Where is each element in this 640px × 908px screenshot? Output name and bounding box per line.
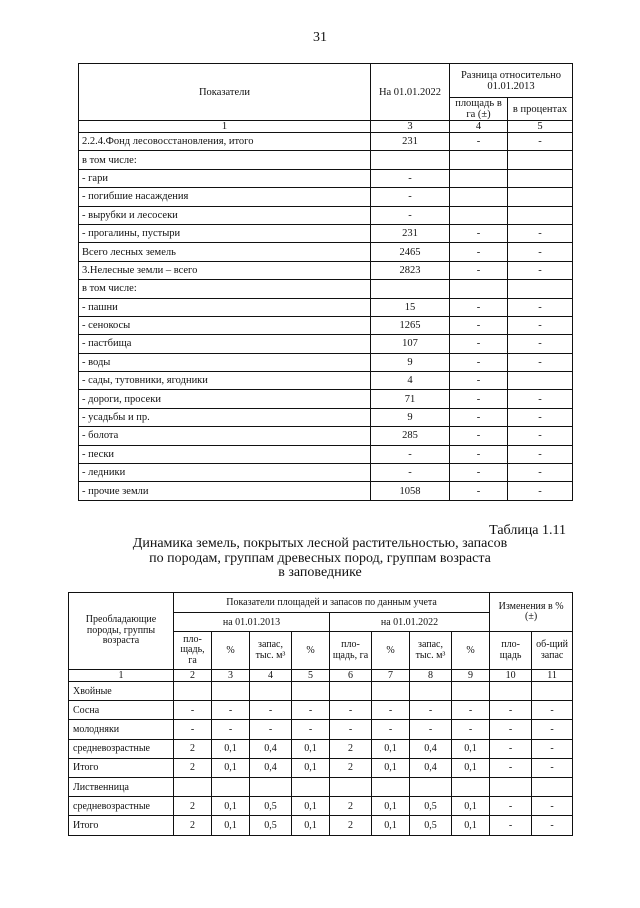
t2-cell-value [212, 682, 250, 701]
t2-h-pct: % [372, 632, 410, 670]
t2-cell-value: - [410, 720, 452, 739]
t1-cell-value: 1058 [371, 482, 450, 500]
t1-cell-value [508, 151, 573, 169]
t2-cell-value: 2 [174, 816, 212, 835]
t2-cell-value [410, 682, 452, 701]
t2-cell-value: 0,1 [212, 739, 250, 758]
t1-cell-value: - [450, 408, 508, 426]
t2-cell-value: 2 [330, 739, 372, 758]
t2-cell-value: 2 [174, 758, 212, 777]
t1-cell-label: в том числе: [79, 280, 371, 298]
t2-cell-value: - [250, 720, 292, 739]
t2-row [69, 797, 573, 816]
t2-header-indicators: Показатели площадей и запасов по данным учета [174, 593, 490, 613]
t2-cell-value: 0,1 [372, 739, 410, 758]
t2-cell-label: средневозрастные [69, 739, 174, 758]
t1-cell-value: - [508, 427, 573, 445]
table-caption [0, 537, 640, 581]
t1-cell-value: - [371, 188, 450, 206]
t2-cell-value: 0,1 [452, 758, 490, 777]
t1-cell-value [450, 151, 508, 169]
t2-colnum: 6 [330, 670, 372, 682]
t1-cell-value: - [371, 445, 450, 463]
t2-cell-value: - [292, 701, 330, 720]
t2-colnum: 10 [490, 670, 532, 682]
t1-cell-value: - [508, 464, 573, 482]
t2-cell-value: - [490, 701, 532, 720]
t1-cell-value: - [371, 464, 450, 482]
t2-header-changes: Изменения в % (±) [490, 593, 573, 632]
t1-row [79, 390, 573, 408]
t2-cell-label: Лиственница [69, 777, 174, 796]
t1-cell-value: - [371, 169, 450, 187]
t2-cell-value [250, 777, 292, 796]
t2-cell-value: 0,1 [292, 816, 330, 835]
t2-cell-value [250, 682, 292, 701]
t2-cell-value [490, 777, 532, 796]
t1-cell-value [371, 280, 450, 298]
t2-cell-value [330, 682, 372, 701]
t1-cell-value: 231 [371, 133, 450, 151]
t1-cell-label: - болота [79, 427, 371, 445]
t1-cell-label: - гари [79, 169, 371, 187]
t1-header-indicator: Показатели [79, 64, 371, 121]
t2-cell-value: 0,4 [250, 739, 292, 758]
t1-row [79, 188, 573, 206]
t2-cell-value: 2 [330, 797, 372, 816]
t2-cell-value: - [372, 720, 410, 739]
t2-cell-value: - [174, 720, 212, 739]
t2-h-pct: % [292, 632, 330, 670]
t1-cell-value [450, 169, 508, 187]
t2-header-species: Преобладающие породы, группы возраста [69, 593, 174, 670]
t2-row [69, 777, 573, 796]
t2-cell-value: 0,5 [250, 816, 292, 835]
t2-cell-label: Итого [69, 758, 174, 777]
t2-cell-value [490, 682, 532, 701]
t2-cell-value: - [372, 701, 410, 720]
t2-row [69, 720, 573, 739]
t1-cell-label: - пески [79, 445, 371, 463]
t2-cell-value: 0,1 [212, 816, 250, 835]
t2-row [69, 758, 573, 777]
t2-cell-value [174, 777, 212, 796]
t1-cell-value: 2465 [371, 243, 450, 261]
t1-cell-value: - [450, 335, 508, 353]
t1-cell-value [508, 372, 573, 390]
t1-cell-value: 285 [371, 427, 450, 445]
t1-cell-value [450, 206, 508, 224]
t1-cell-label: - дороги, просеки [79, 390, 371, 408]
t1-colnum-row [79, 121, 573, 133]
t1-colnum: 4 [450, 121, 508, 133]
t1-cell-value: - [508, 261, 573, 279]
t2-colnum: 11 [532, 670, 573, 682]
t1-cell-value: - [508, 353, 573, 371]
t1-row [79, 261, 573, 279]
t1-cell-value: - [508, 133, 573, 151]
t2-cell-value: - [212, 720, 250, 739]
t1-cell-label: - сенокосы [79, 316, 371, 334]
t2-cell-value: - [490, 758, 532, 777]
t1-row [79, 445, 573, 463]
t2-cell-value: 0,1 [452, 739, 490, 758]
t1-cell-value: 107 [371, 335, 450, 353]
t2-cell-label: средневозрастные [69, 797, 174, 816]
t2-h-area: пло-щадь, га [174, 632, 212, 670]
t1-row [79, 133, 573, 151]
t1-cell-value: 1265 [371, 316, 450, 334]
t2-cell-value [212, 777, 250, 796]
t1-cell-value: - [450, 482, 508, 500]
t2-cell-value: 0,1 [292, 797, 330, 816]
t1-cell-value: - [450, 372, 508, 390]
t1-cell-value: - [450, 133, 508, 151]
t2-cell-value: - [490, 816, 532, 835]
t2-cell-value: - [452, 720, 490, 739]
t2-cell-value: 0,4 [410, 739, 452, 758]
t2-cell-value [372, 777, 410, 796]
t1-header-diff: Разница относительно 01.01.2013 [450, 64, 573, 98]
t1-row [79, 427, 573, 445]
t2-cell-value [292, 777, 330, 796]
t1-header-percent: в процентах [508, 98, 573, 121]
t2-cell-value: - [532, 720, 573, 739]
t1-cell-label: - ледники [79, 464, 371, 482]
t1-cell-value [508, 280, 573, 298]
t2-cell-value [292, 682, 330, 701]
t2-cell-value [452, 777, 490, 796]
t2-h-stock: запас, тыс. м³ [250, 632, 292, 670]
t1-cell-value [508, 188, 573, 206]
t2-cell-label: Сосна [69, 701, 174, 720]
t2-colnum: 1 [69, 670, 174, 682]
t2-h-total-stock: об-щий запас [532, 632, 573, 670]
t2-cell-value: - [330, 701, 372, 720]
t1-cell-label: - воды [79, 353, 371, 371]
t1-cell-value: - [450, 316, 508, 334]
t2-row [69, 701, 573, 720]
t1-cell-value: - [508, 390, 573, 408]
t2-h-area: пло-щадь, га [330, 632, 372, 670]
t1-cell-value: 71 [371, 390, 450, 408]
t1-cell-value: - [450, 353, 508, 371]
t2-cell-value: 0,1 [372, 797, 410, 816]
t1-cell-value: - [508, 224, 573, 242]
t2-cell-value: - [490, 720, 532, 739]
t1-cell-label: - пастбища [79, 335, 371, 353]
t2-cell-value: 2 [174, 797, 212, 816]
t1-cell-value: - [450, 445, 508, 463]
t1-cell-value: 9 [371, 408, 450, 426]
t1-cell-value [508, 206, 573, 224]
t2-cell-value [330, 777, 372, 796]
t1-cell-value: - [450, 298, 508, 316]
caption-line: Динамика земель, покрытых лесной растительностью, запасов [132, 536, 508, 551]
t1-cell-value: - [508, 482, 573, 500]
t1-cell-label: - прочие земли [79, 482, 371, 500]
t2-cell-value: 2 [330, 816, 372, 835]
t1-row [79, 243, 573, 261]
t1-cell-label: в том числе: [79, 151, 371, 169]
t2-cell-value: 0,1 [292, 739, 330, 758]
t1-row [79, 316, 573, 334]
t2-cell-value: - [490, 797, 532, 816]
t2-cell-value: 0,4 [410, 758, 452, 777]
t2-cell-value: 0,5 [410, 797, 452, 816]
t1-body [79, 133, 573, 501]
t2-colnum: 8 [410, 670, 452, 682]
caption-line: по породам, группам древесных пород, группам возраста [149, 550, 491, 566]
t2-cell-value: 0,1 [372, 816, 410, 835]
t1-colnum: 1 [79, 121, 371, 133]
t1-cell-value [450, 188, 508, 206]
t1-colnum: 3 [371, 121, 450, 133]
t2-colnum: 3 [212, 670, 250, 682]
t2-row [69, 816, 573, 835]
t2-cell-value: - [532, 816, 573, 835]
t2-h-pct: % [452, 632, 490, 670]
t2-cell-value: - [250, 701, 292, 720]
t1-row [79, 464, 573, 482]
t1-cell-label: - пашни [79, 298, 371, 316]
t1-cell-value: 231 [371, 224, 450, 242]
t1-cell-label: - погибшие насаждения [79, 188, 371, 206]
t1-cell-value [508, 169, 573, 187]
t1-cell-value: - [508, 445, 573, 463]
t1-cell-value: - [508, 316, 573, 334]
t2-cell-value: 2 [330, 758, 372, 777]
t2-header-date1: на 01.01.2013 [174, 613, 330, 632]
t2-row [69, 682, 573, 701]
t2-cell-value: - [330, 720, 372, 739]
t1-row [79, 224, 573, 242]
t1-cell-label: - прогалины, пустыри [79, 224, 371, 242]
t1-cell-value [450, 280, 508, 298]
t2-cell-label: Хвойные [69, 682, 174, 701]
t1-cell-value: - [450, 427, 508, 445]
t1-cell-label: - вырубки и лесосеки [79, 206, 371, 224]
t2-header-date2: на 01.01.2022 [330, 613, 490, 632]
t2-cell-value: - [532, 797, 573, 816]
t2-cell-value [532, 682, 573, 701]
t2-cell-value: - [532, 701, 573, 720]
caption-line: в заповеднике [278, 565, 362, 580]
t1-cell-value: - [450, 390, 508, 408]
t1-cell-value: - [450, 224, 508, 242]
t2-colnum: 2 [174, 670, 212, 682]
t1-cell-value: - [450, 464, 508, 482]
t1-cell-value: - [450, 261, 508, 279]
page-number: 31 [313, 30, 327, 45]
t2-h-area-short: пло-щадь [490, 632, 532, 670]
t1-row [79, 280, 573, 298]
t2-cell-value: - [292, 720, 330, 739]
t1-cell-value: - [508, 408, 573, 426]
t2-cell-value: - [532, 739, 573, 758]
t2-cell-value: 0,4 [250, 758, 292, 777]
t2-cell-value: 0,1 [372, 758, 410, 777]
t2-cell-value: 0,1 [212, 797, 250, 816]
t2-cell-value: - [212, 701, 250, 720]
forest-dynamics-table [68, 592, 573, 836]
t1-row [79, 298, 573, 316]
t2-cell-value: - [410, 701, 452, 720]
t1-cell-value: - [508, 243, 573, 261]
t1-cell-label: 3.Нелесные земли – всего [79, 261, 371, 279]
t1-cell-value: 15 [371, 298, 450, 316]
t2-cell-value: 0,1 [452, 797, 490, 816]
t2-cell-value: 0,5 [250, 797, 292, 816]
t1-cell-label: Всего лесных земель [79, 243, 371, 261]
t2-body [69, 682, 573, 836]
t2-cell-value: - [174, 701, 212, 720]
t2-colnum: 7 [372, 670, 410, 682]
t1-cell-value: - [508, 335, 573, 353]
t1-cell-value: - [450, 243, 508, 261]
t2-colnum-row [69, 670, 573, 682]
table-label: Таблица 1.11 [489, 523, 566, 538]
t2-cell-value: 2 [174, 739, 212, 758]
land-fund-table [78, 63, 573, 501]
t1-row [79, 408, 573, 426]
t2-cell-value: 0,5 [410, 816, 452, 835]
t1-row [79, 372, 573, 390]
t2-h-stock: запас, тыс. м³ [410, 632, 452, 670]
t1-row [79, 151, 573, 169]
t2-cell-value: 0,1 [212, 758, 250, 777]
t1-cell-value: - [371, 206, 450, 224]
t1-row [79, 353, 573, 371]
t1-cell-value: 9 [371, 353, 450, 371]
t1-row [79, 335, 573, 353]
t2-row [69, 739, 573, 758]
t2-colnum: 4 [250, 670, 292, 682]
t2-cell-value [452, 682, 490, 701]
t2-cell-value: 0,1 [292, 758, 330, 777]
t1-row [79, 206, 573, 224]
t1-header-row [79, 64, 573, 98]
t2-cell-value [532, 777, 573, 796]
t1-cell-value [371, 151, 450, 169]
t1-cell-label: - сады, тутовники, ягодники [79, 372, 371, 390]
t1-cell-value: - [508, 298, 573, 316]
t1-colnum: 5 [508, 121, 573, 133]
t2-header-row [69, 593, 573, 613]
t2-colnum: 9 [452, 670, 490, 682]
t2-cell-label: молодняки [69, 720, 174, 739]
t2-h-pct: % [212, 632, 250, 670]
t1-header-area: площадь в га (±) [450, 98, 508, 121]
t1-header-date: На 01.01.2022 [371, 64, 450, 121]
t2-cell-value: 0,1 [452, 816, 490, 835]
t1-row [79, 482, 573, 500]
t2-cell-value: - [452, 701, 490, 720]
t2-cell-value [372, 682, 410, 701]
t1-cell-label: - усадьбы и пр. [79, 408, 371, 426]
t1-cell-value: 2823 [371, 261, 450, 279]
t1-row [79, 169, 573, 187]
t2-cell-label: Итого [69, 816, 174, 835]
t2-cell-value [174, 682, 212, 701]
t2-cell-value: - [532, 758, 573, 777]
t2-cell-value: - [490, 739, 532, 758]
t2-cell-value [410, 777, 452, 796]
t1-cell-label: 2.2.4.Фонд лесовосстановления, итого [79, 133, 371, 151]
t1-cell-value: 4 [371, 372, 450, 390]
t2-colnum: 5 [292, 670, 330, 682]
